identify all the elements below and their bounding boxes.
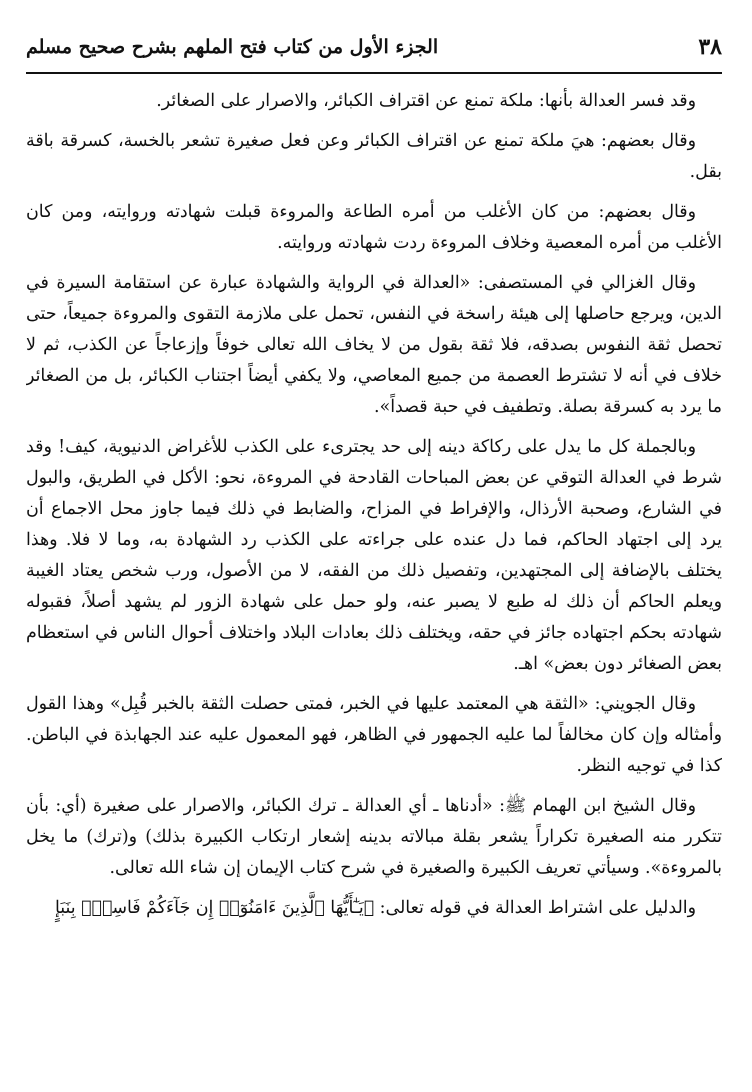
page-number: ٣٨ (698, 34, 722, 60)
header-divider (26, 72, 722, 74)
running-title: الجزء الأول من كتاب فتح الملهم بشرح صحيح مسلم (26, 36, 439, 58)
paragraph: وقال الشيخ ابن الهمام ﷺ: «أدناها ـ أي العدالة ـ ترك الكبائر، والاصرار على صغيرة (أي: بأن تتكرر منه الصغيرة تكراراً يشعر بقلة مبالاته بدينه إشعار ارتكاب الكبيرة بذلك) و(ترك) ما يخل بالمروءة». وسيأتي تعريف الكبيرة والصغيرة في شرح كتاب الإيمان إن شاء الله تعالى. (26, 796, 722, 878)
page-header (26, 30, 722, 74)
paragraph: وقد فسر العدالة بأنها: ملكة تمنع عن اقتراف الكبائر، والاصرار على الصغائر. (156, 91, 696, 111)
paragraph: وقال بعضهم: هيَ ملكة تمنع عن اقتراف الكبائر وعن فعل صغيرة تشعر بالخسة، كسرقة باقة بقل. (26, 131, 722, 182)
body-text (26, 86, 722, 1076)
paragraph: وقال بعضهم: من كان الأغلب من أمره الطاعة والمروءة قبلت شهادته وروايته، ومن كان الأغلب من أمره المعصية وخلاف المروءة ردت شهادته وروايته. (26, 202, 722, 253)
paragraph: وقال الجويني: «الثقة هي المعتمد عليها في الخبر، فمتى حصلت الثقة بالخبر قُبِل» وهذا القول وأمثاله وإن كان مخالفاً لما عليه الجمهور في الظاهر، فهو المعمول عليه عند الجهابذة في الباطن. كذا في توجيه النظر. (26, 694, 722, 776)
paragraph: والدليل على اشتراط العدالة في قوله تعالى: ﴿يَـٰٓأَيُّهَا ٱلَّذِينَ ءَامَنُوٓا۟ إِن جَآءَكُمْ فَاسِقٌۢ بِنَبَإٍ (54, 898, 696, 918)
paragraph: وبالجملة كل ما يدل على ركاكة دينه إلى حد يجترىء على الكذب للأغراض الدنيوية، كيف! وقد شرط في العدالة التوقي عن بعض المباحات القادحة في المروءة، نحو: الأكل في الطريق، والبول في الشارع، وصحبة الأرذال، والإفراط في المزاح، والضابط في ذلك فيما جاوز محل الاجماع أن يرد إلى اجتهاد الحاكم، فما دل عنده على جراءته على الكذب رد الشهادة به، وما لا فلا. وهذا يختلف بالإضافة إلى المجتهدين، وتفصيل ذلك من الفقه، لا من الأصول، ورب شخص يعتاد الغيبة ويعلم الحاكم أن ذلك له طبع لا يصبر عنه، ولو حمل على شهادة الزور لم يشهد أصلاً، فقبوله شهادته بحكم اجتهاده جائز في حقه، ويختلف ذلك بعادات البلاد واختلاف أحوال الناس في استعظام بعض الصغائر دون بعض» اهـ. (26, 437, 722, 674)
paragraph: وقال الغزالي في المستصفى: «العدالة في الرواية والشهادة عبارة عن استقامة السيرة في الدين، ويرجع حاصلها إلى هيئة راسخة في النفس، تحمل على ملازمة التقوى والمروءة جميعاً، حتى تحصل ثقة النفوس بصدقه، فلا ثقة بقول من لا يخاف الله تعالى خوفاً وإزعاجاً عن الكذب، ثم لا خلاف في أنه لا تشترط العصمة من جميع المعاصي، ولا يكفي أيضاً اجتناب الكبائر، بل من الصغائر ما يرد به كسرقة بصلة. وتطفيف في حبة قصداً». (26, 273, 722, 417)
